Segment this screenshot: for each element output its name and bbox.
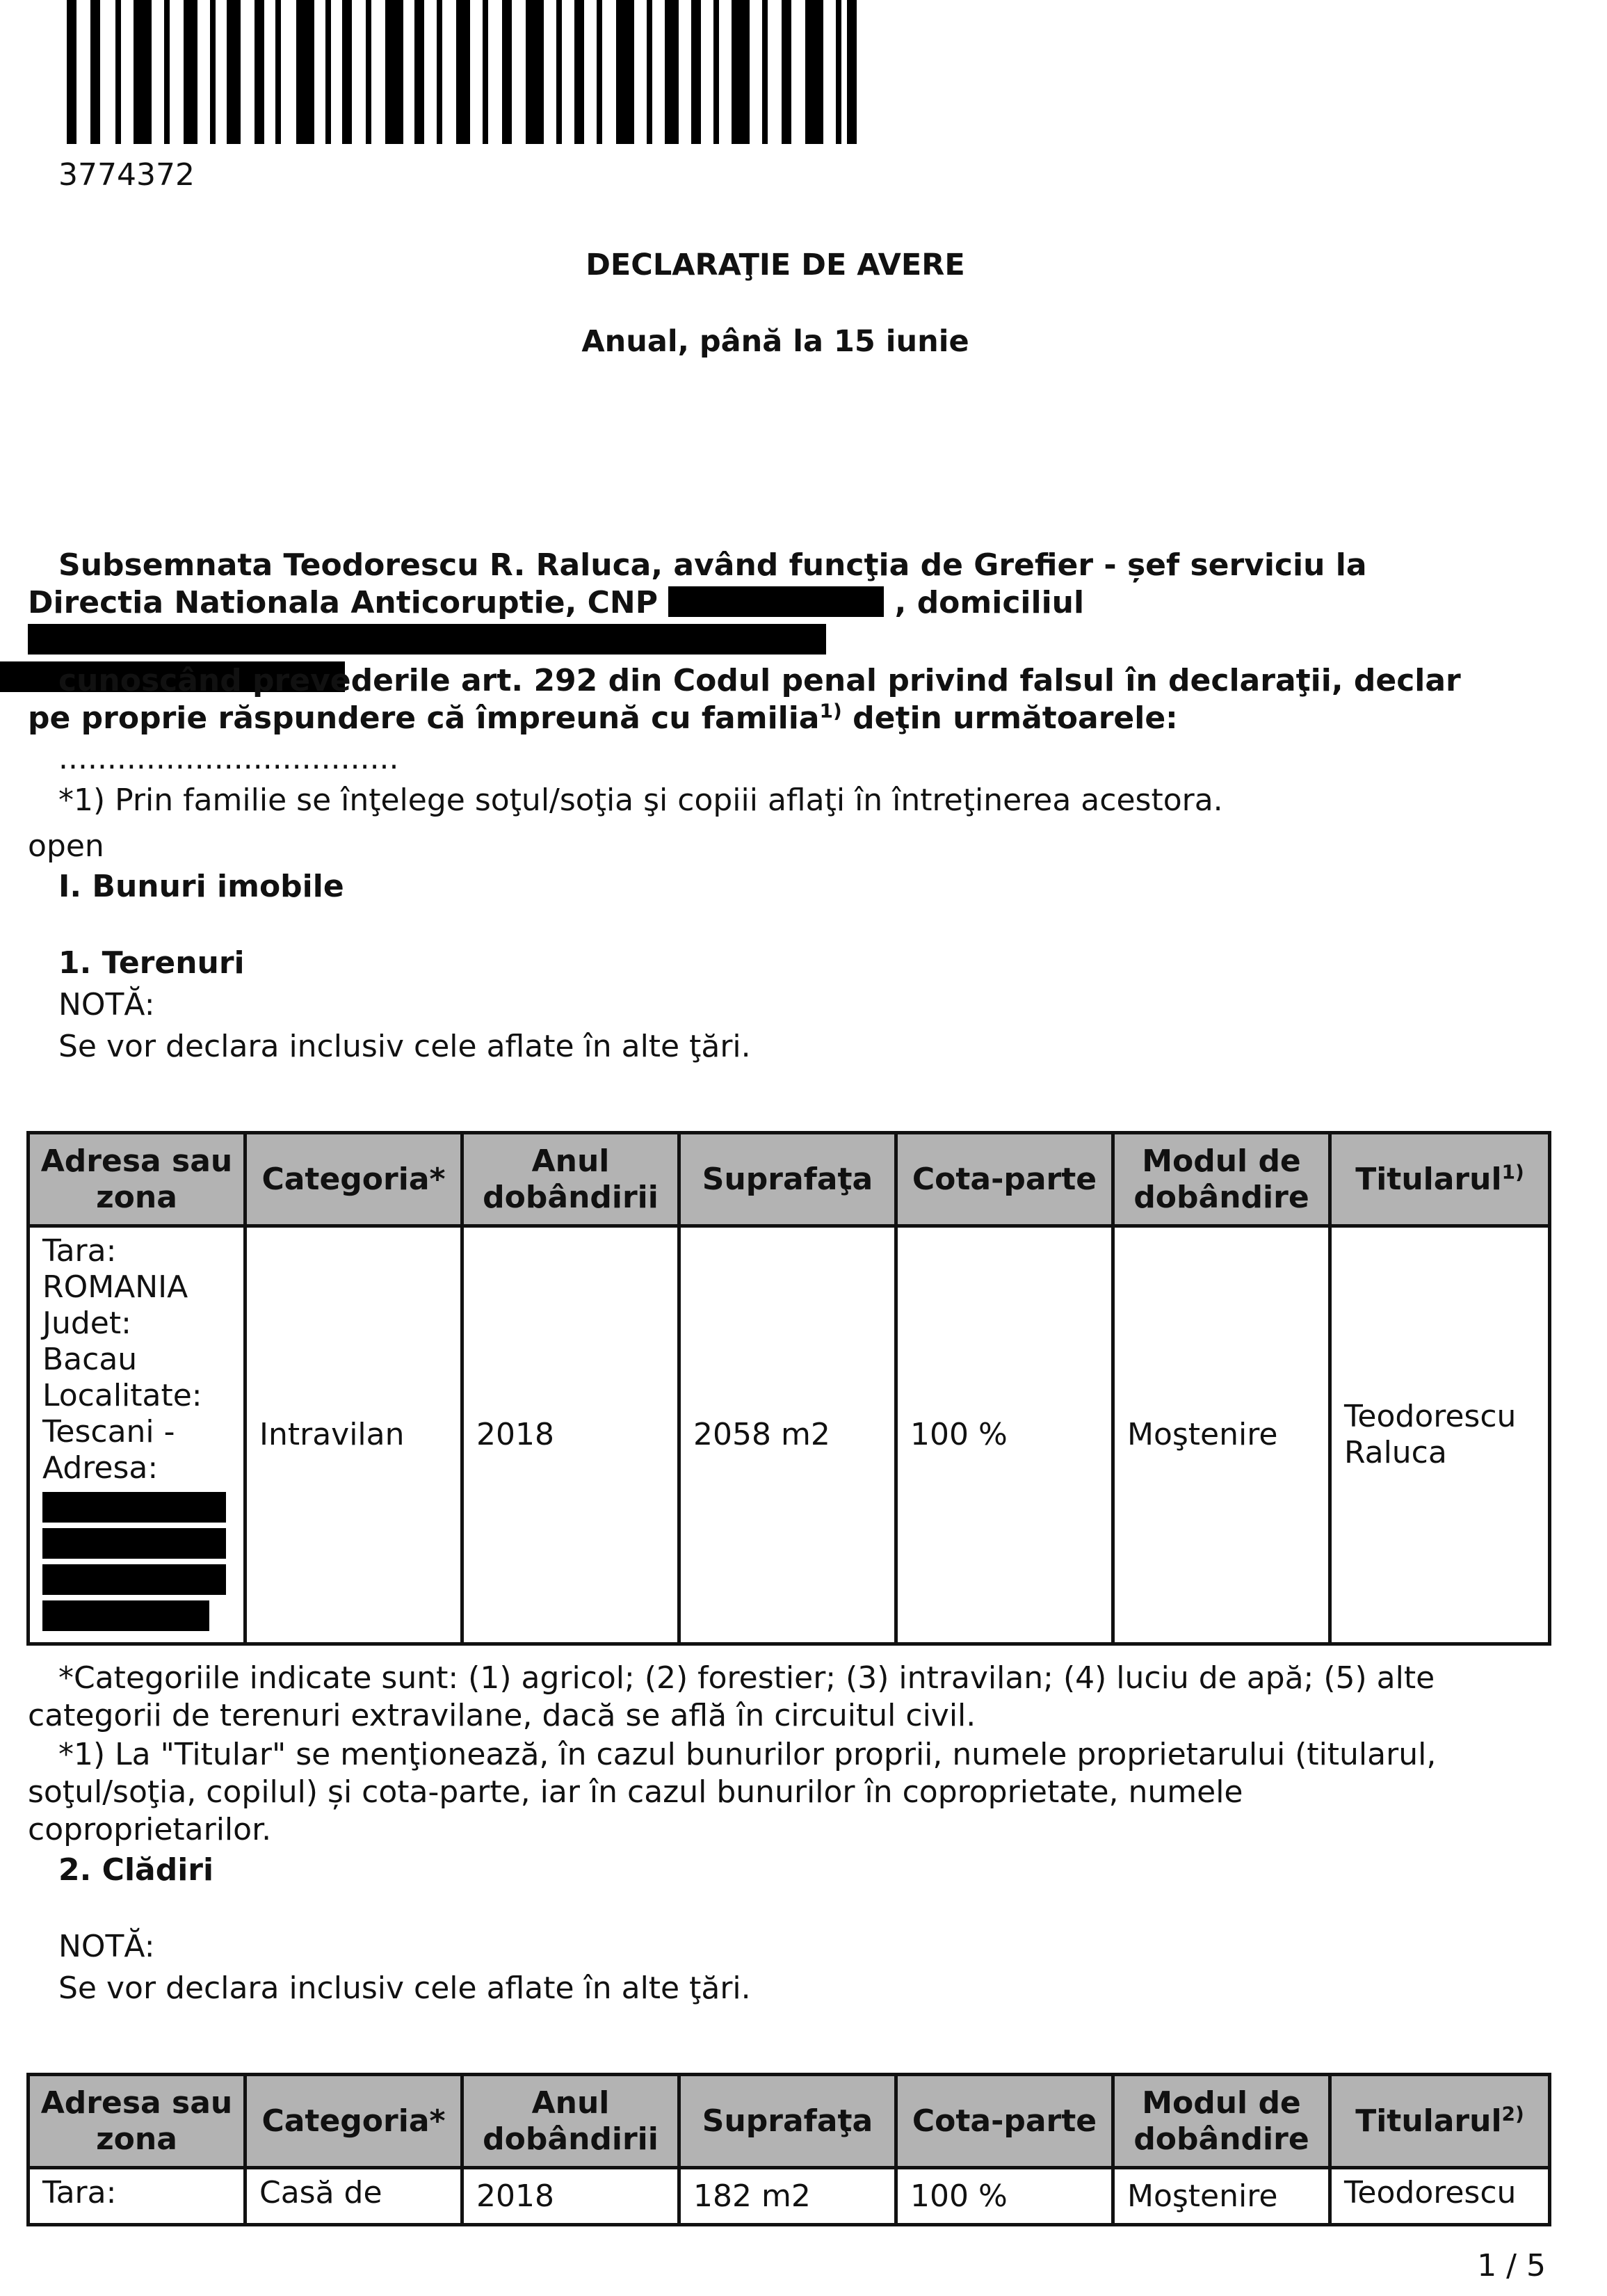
cell-mode: Moştenire xyxy=(1113,2168,1330,2225)
redacted-cnp xyxy=(668,586,884,617)
col-header-category: Categoria* xyxy=(245,2075,462,2168)
declaration-text-end: deţin următoarele: xyxy=(841,700,1178,736)
col-header-owner: Titularul$^{2)}$ xyxy=(1330,2075,1550,2168)
col-header-share: Cota-parte xyxy=(896,2075,1113,2168)
col-header-mode: Modul de dobândire xyxy=(1113,2075,1330,2168)
col-header-address: Adresa sau zona xyxy=(29,2075,245,2168)
cell-year: 2018 xyxy=(462,1226,679,1644)
redacted-address-line xyxy=(42,1564,226,1595)
cell-owner: Teodorescu xyxy=(1330,2168,1550,2225)
col-header-mode: Modul de dobândire xyxy=(1113,1133,1330,1226)
redacted-address-line xyxy=(42,1600,209,1631)
note-label: NOTĂ: xyxy=(58,1929,155,1964)
cell-share: 100 % xyxy=(896,2168,1113,2225)
cell-address: Tara: ROMANIA Judet: Bacau Localitate: Tescani - Adresa: xyxy=(29,1226,245,1644)
intro-text-domicile: , domiciliul xyxy=(894,585,1085,620)
col-header-owner: Titularul$^{1)}$ xyxy=(1330,1133,1550,1226)
subsection-title-buildings: 2. Clădiri xyxy=(58,1852,214,1888)
document-subtitle: Anual, până la 15 iunie xyxy=(581,324,969,359)
footnote-ref: 1) xyxy=(819,699,842,723)
redacted-address-line xyxy=(42,1492,226,1523)
col-header-area: Suprafaţa xyxy=(679,2075,896,2168)
col-header-category: Categoria* xyxy=(245,1133,462,1226)
cell-category: Intravilan xyxy=(245,1226,462,1644)
barcode-image xyxy=(67,0,857,144)
subsection-title-land: 1. Terenuri xyxy=(58,945,245,981)
col-header-year: Anul dobândirii xyxy=(462,1133,679,1226)
land-table xyxy=(26,1131,1551,1646)
col-header-year: Anul dobândirii xyxy=(462,2075,679,2168)
declaration-text: cunoscând prevederile art. 292 din Codul penal privind falsul în declaraţii, declar pe proprie răspundere că împreună cu familia xyxy=(28,663,1461,736)
section-title: I. Bunuri imobile xyxy=(58,869,344,904)
open-marker: open xyxy=(28,828,104,864)
family-footnote: *1) Prin familie se înţelege soţul/soţia şi copiii aflaţi în întreţinerea acestora. xyxy=(58,782,1223,818)
document-title: DECLARAŢIE DE AVERE xyxy=(586,248,965,282)
col-header-area: Suprafaţa xyxy=(679,1133,896,1226)
titular-footnote: *1) La "Titular" se menţionează, în cazul bunurilor proprii, numele proprietarului (titularul, soţul/soţia, copilul) și cota-parte, iar în cazul bunurilor în coproprietate, numele coproprietarilor. xyxy=(28,1737,1437,1847)
table-row xyxy=(29,1226,1550,1644)
redacted-address xyxy=(28,624,826,655)
cell-owner: Teodorescu Raluca xyxy=(1330,1226,1550,1644)
note-text: Se vor declara inclusiv cele aflate în alte ţări. xyxy=(58,1029,751,1064)
note-text: Se vor declara inclusiv cele aflate în alte ţări. xyxy=(58,1970,751,2006)
cell-mode: Moştenire xyxy=(1113,1226,1330,1644)
cell-share: 100 % xyxy=(896,1226,1113,1644)
note-label: NOTĂ: xyxy=(58,987,155,1022)
redacted-address-line xyxy=(42,1528,226,1559)
intro-text: Subsemnata Teodorescu R. Raluca, având funcţia de Grefier - șef serviciu la Directia Nationala Anticoruptie, CNP xyxy=(28,547,1367,620)
category-footnote: *Categoriile indicate sunt: (1) agricol; (2) forestier; (3) intravilan; (4) luciu de apă; (5) alte categorii de terenuri extravilane, dacă se află în circuitul civil. xyxy=(28,1660,1435,1733)
page-number: 1 / 5 xyxy=(1477,2248,1546,2283)
table-row xyxy=(29,2168,1550,2225)
cell-address: Tara: xyxy=(29,2168,245,2225)
cell-category: Casă de xyxy=(245,2168,462,2225)
buildings-table xyxy=(26,2073,1551,2226)
declaration-paragraph xyxy=(28,662,1495,737)
cell-area: 2058 m2 xyxy=(679,1226,896,1644)
cell-area: 182 m2 xyxy=(679,2168,896,2225)
dotted-line: ................................... xyxy=(58,741,399,776)
col-header-share: Cota-parte xyxy=(896,1133,1113,1226)
barcode-number: 3774372 xyxy=(58,157,195,193)
cell-year: 2018 xyxy=(462,2168,679,2225)
col-header-address: Adresa sau zona xyxy=(29,1133,245,1226)
